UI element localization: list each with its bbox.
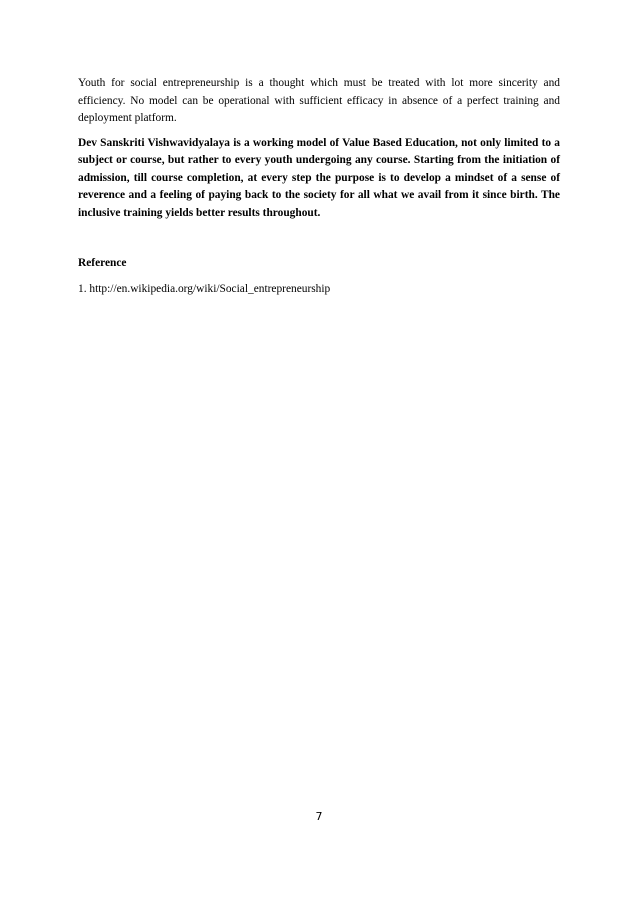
page-content <box>78 75 560 298</box>
bold-paragraph: Dev Sanskriti Vishwavidyalaya is a working model of Value Based Education, not only limited to a subject or course, but rather to every youth undergoing any course. Starting from the initiation of admission, till course completion, at every step the purpose is to develop a mindset of a sense of reverence and a feeling of paying back to the society for all what we avail from it since birth. The inclusive training yields better results throughout. <box>78 136 560 219</box>
body-paragraph: Youth for social entrepreneurship is a thought which must be treated with lot more sincerity and efficiency. No model can be operational with sufficient efficacy in absence of a perfect training and deployment platform. <box>78 77 560 124</box>
page-number: 7 <box>315 810 323 823</box>
reference-heading: Reference <box>78 257 127 269</box>
reference-item: 1. http://en.wikipedia.org/wiki/Social_entrepreneurship <box>78 282 331 295</box>
